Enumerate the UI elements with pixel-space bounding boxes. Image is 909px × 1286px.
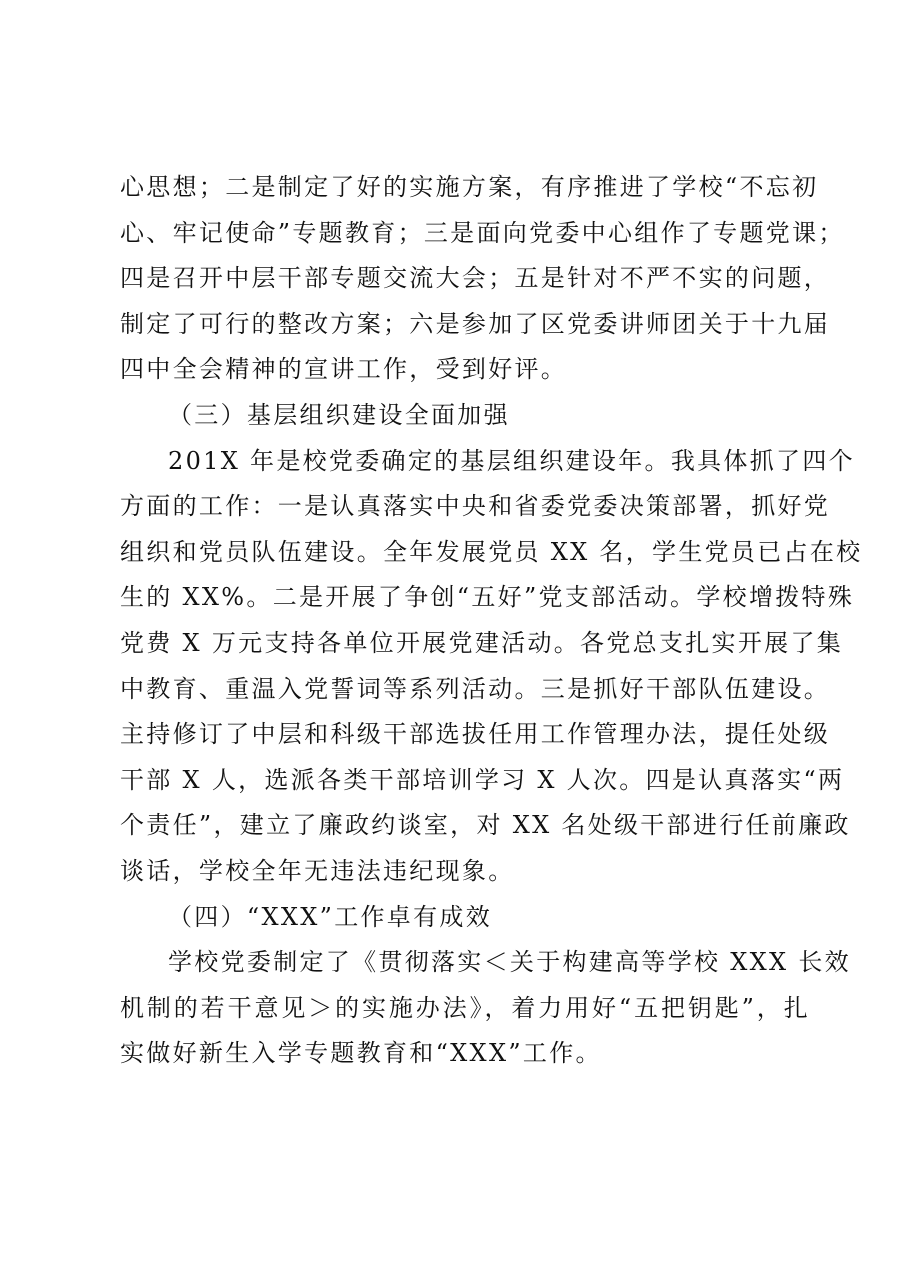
text-line: 机制的若干意见＞的实施办法》，着力用好“五把钥匙”，扎	[120, 993, 810, 1022]
section-heading-4: （四）“XXX”工作卓有成效	[168, 902, 492, 931]
text-line: 党费 X 万元支持各单位开展党建活动。各党总支扎实开展了集	[120, 628, 844, 657]
document-body	[120, 165, 863, 1077]
text-line: 201X 年是校党委确定的基层组织建设年。我具体抓了四个	[168, 446, 855, 475]
section-heading-3: （三）基层组织建设全面加强	[168, 400, 510, 429]
text-line: 干部 X 人，选派各类干部培训学习 X 人次。四是认真落实“两	[120, 765, 845, 794]
text-line: 组织和党员队伍建设。全年发展党员 XX 名，学生党员已占在校	[120, 537, 863, 566]
text-line: 心思想；二是制定了好的实施方案，有序推进了学校“不忘初	[120, 173, 819, 201]
text-line: 谈话，学校全年无违法违纪现象。	[120, 856, 515, 885]
text-line: 生的 XX%。二是开展了争创“五好”党支部活动。学校增拨特殊	[120, 583, 855, 612]
text-line: 四中全会精神的宣讲工作，受到好评。	[120, 355, 568, 384]
paragraph-party-education	[120, 165, 845, 393]
text-line: 心、牢记使命”专题教育；三是面向党委中心组作了专题党课；	[120, 218, 845, 247]
text-line: 制定了可行的整改方案；六是参加了区党委讲师团关于十九届	[120, 309, 831, 338]
text-line: 中教育、重温入党誓词等系列活动。三是抓好干部队伍建设。	[120, 674, 831, 703]
text-line: 主持修订了中层和科级干部选拔任用工作管理办法，提任处级	[120, 720, 831, 749]
paragraph-grassroots-organization	[120, 439, 863, 895]
text-line: 四是召开中层干部专题交流大会；五是针对不严不实的问题，	[120, 264, 831, 293]
paragraph-xxx-work	[120, 940, 851, 1077]
text-line: 学校党委制定了《贯彻落实＜关于构建高等学校 XXX 长效	[168, 948, 851, 977]
text-line: 实做好新生入学专题教育和“XXX”工作。	[120, 1039, 602, 1068]
text-line: 个责任”，建立了廉政约谈室，对 XX 名处级干部进行任前廉政	[120, 811, 851, 840]
text-line: 方面的工作：一是认真落实中央和省委党委决策部署，抓好党	[120, 492, 831, 521]
